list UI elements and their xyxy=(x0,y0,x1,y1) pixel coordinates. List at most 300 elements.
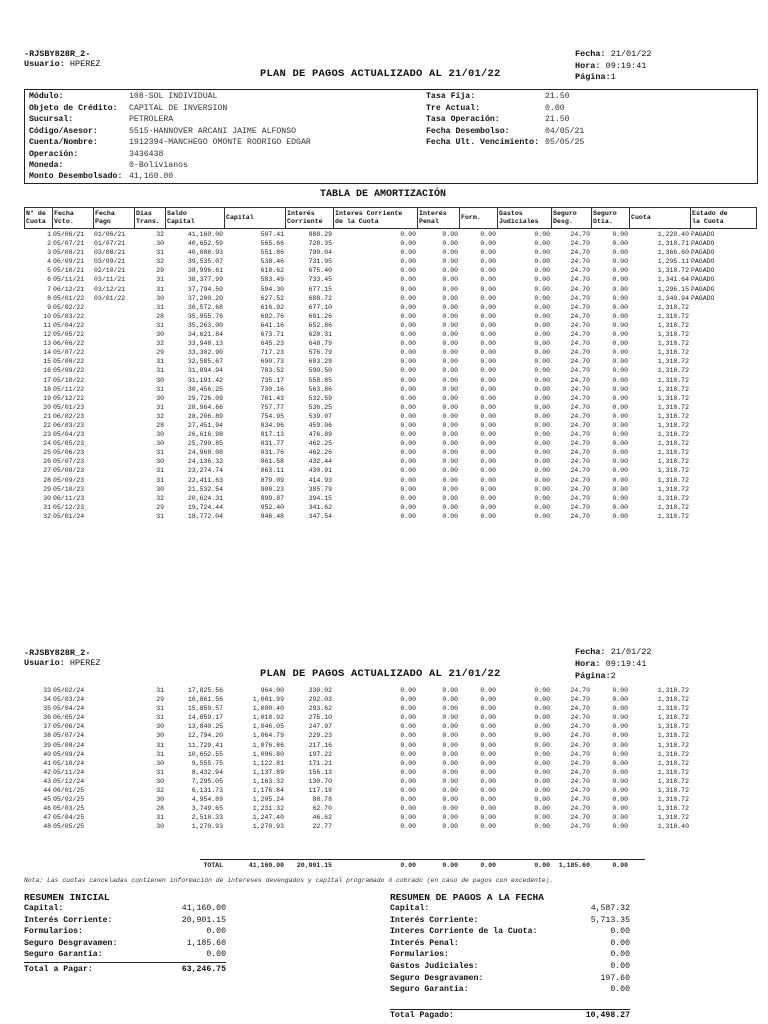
cell-saldo: 17,825.56 xyxy=(187,687,223,694)
cell-seguro-desg: 24.70 xyxy=(570,321,590,329)
cell-saldo: 40,086.93 xyxy=(187,249,223,257)
cell-interes: 731.95 xyxy=(308,258,332,266)
cell-seguro-desg: 24.70 xyxy=(570,394,590,402)
cell-estado xyxy=(690,686,756,695)
cell-saldo: 23,274.74 xyxy=(187,467,223,475)
cell-fecha-vcto: 06/09/21 xyxy=(53,258,85,266)
cell-cuota: 1,318.72 xyxy=(657,476,689,484)
cell-dias: 31 xyxy=(156,449,164,457)
cell-form: 0.00 xyxy=(480,449,496,457)
cell-form: 0.00 xyxy=(480,805,496,813)
col-estado-cuota: Estado de la Cuota xyxy=(691,208,757,229)
cell-fecha-pago xyxy=(93,713,134,722)
table-row xyxy=(24,230,756,239)
cell-estado xyxy=(690,457,756,466)
cell-form: 0.00 xyxy=(480,276,496,284)
cell-gastos: 0.00 xyxy=(534,750,550,758)
cell-dias: 30 xyxy=(156,240,164,248)
cell-num: 36 xyxy=(43,714,51,722)
cell-gastos: 0.00 xyxy=(534,714,550,722)
tre-value: 0.00 xyxy=(545,103,565,113)
cell-form: 0.00 xyxy=(480,494,496,502)
cell-seguro-desg: 24.70 xyxy=(570,750,590,758)
cell-fecha-pago: 01/07/21 xyxy=(94,240,126,248)
cell-interes-penal: 0.00 xyxy=(442,823,458,831)
cell-fecha-pago xyxy=(93,321,134,330)
cell-estado xyxy=(690,421,756,430)
cell-num: 28 xyxy=(43,476,51,484)
cell-seguro-gtia: 0.00 xyxy=(612,449,628,457)
cell-saldo: 28,206.89 xyxy=(187,412,223,420)
summary-label: Formularios: xyxy=(24,927,83,937)
resumen-pagos-divider xyxy=(390,1009,630,1010)
col-seguro-desg: Seguro Desg. xyxy=(552,208,592,229)
cell-interes: 247.97 xyxy=(308,723,332,731)
cell-num: 2 xyxy=(47,240,51,248)
cell-interes: 462.25 xyxy=(308,440,332,448)
table-row xyxy=(24,312,756,321)
cell-capital: 538.46 xyxy=(260,258,284,266)
table-row xyxy=(24,476,756,485)
cell-cuota: 1,318.72 xyxy=(657,458,689,466)
cell-interes: 341.62 xyxy=(308,503,332,511)
cell-dias: 31 xyxy=(156,249,164,257)
cell-seguro-desg: 24.70 xyxy=(570,240,590,248)
cell-estado: PAGADO xyxy=(691,285,715,293)
cell-fecha-pago xyxy=(93,312,134,321)
cell-fecha-pago: 03/12/21 xyxy=(94,285,126,293)
cell-interes-penal: 0.00 xyxy=(442,440,458,448)
cell-interes-penal: 0.00 xyxy=(442,231,458,238)
col-fecha-vcto: Fecha Vcto. xyxy=(53,208,94,229)
table-row xyxy=(24,713,756,722)
cell-interes-cuota: 0.00 xyxy=(400,258,416,266)
cell-interes-cuota: 0.00 xyxy=(400,385,416,393)
table-row xyxy=(24,503,756,512)
cell-gastos: 0.00 xyxy=(534,814,550,822)
cell-estado: PAGADO xyxy=(691,276,715,284)
cell-interes: 688.72 xyxy=(308,294,332,302)
cell-fecha-vcto: 05/01/22 xyxy=(53,294,85,302)
cell-seguro-desg: 24.70 xyxy=(570,467,590,475)
summary-label: Interés Penal: xyxy=(390,938,459,948)
cell-num: 1 xyxy=(47,231,51,238)
cell-capital: 507.41 xyxy=(260,231,284,238)
cell-estado xyxy=(690,376,756,385)
cell-cuota: 1,318.72 xyxy=(657,687,689,694)
cell-seguro-desg: 24.70 xyxy=(570,331,590,339)
user-label-page-2: Usuario: xyxy=(24,658,65,668)
cell-interes-penal: 0.00 xyxy=(442,705,458,713)
cell-num: 21 xyxy=(43,412,51,420)
cell-estado xyxy=(690,722,756,731)
cell-fecha-pago xyxy=(93,494,134,503)
cell-fecha-vcto: 05/09/24 xyxy=(53,750,85,758)
cell-form: 0.00 xyxy=(480,476,496,484)
cell-cuota: 1,318.72 xyxy=(657,349,689,357)
cell-cuota: 1,295.11 xyxy=(657,258,689,266)
cell-interes-penal: 0.00 xyxy=(442,358,458,366)
cell-saldo: 27,451.94 xyxy=(187,421,223,429)
table-row xyxy=(24,722,756,731)
cell-seguro-desg: 24.70 xyxy=(570,759,590,767)
col-interes-corriente-cuota: Interes Corriente de la Cuota xyxy=(334,208,418,229)
cell-seguro-desg: 24.70 xyxy=(570,494,590,502)
user-line xyxy=(24,59,101,69)
cell-interes: 414.93 xyxy=(308,476,332,484)
fecha-vencimiento-value: 05/05/25 xyxy=(545,138,585,147)
cell-capital: 761.43 xyxy=(260,394,284,402)
cell-fecha-pago xyxy=(93,339,134,348)
cell-interes: 229.23 xyxy=(308,732,332,740)
cell-saldo: 9,555.75 xyxy=(191,759,223,767)
cell-fecha-vcto: 05/04/24 xyxy=(53,705,85,713)
cell-num: 17 xyxy=(43,376,51,384)
cell-cuota: 1,318.72 xyxy=(657,741,689,749)
cell-interes-cuota: 0.00 xyxy=(400,249,416,257)
cell-interes-penal: 0.00 xyxy=(442,777,458,785)
date-value-page-2: 21/01/22 xyxy=(610,647,652,657)
page-label: Página: xyxy=(575,72,611,82)
cell-gastos: 0.00 xyxy=(534,331,550,339)
col-interes-corriente: Interés Corriente xyxy=(286,208,334,229)
cell-fecha-pago xyxy=(93,512,134,521)
total-a-pagar-value: 63,246.75 xyxy=(181,965,226,974)
summary-value: 0.00 xyxy=(610,962,630,971)
cell-form: 0.00 xyxy=(480,687,496,694)
cell-fecha-pago xyxy=(93,686,134,695)
summary-value: 0.00 xyxy=(610,985,630,995)
cell-cuota: 1,318.72 xyxy=(657,714,689,722)
cell-saldo: 10,652.55 xyxy=(187,750,223,758)
cell-gastos: 0.00 xyxy=(534,249,550,257)
cell-interes-cuota: 0.00 xyxy=(400,687,416,694)
table-row xyxy=(24,394,756,403)
cell-seguro-desg: 24.70 xyxy=(570,714,590,722)
cell-interes-penal: 0.00 xyxy=(442,276,458,284)
date-line-page-2 xyxy=(575,647,652,657)
cell-form: 0.00 xyxy=(480,349,496,357)
cell-form: 0.00 xyxy=(480,285,496,293)
cell-interes: 648.79 xyxy=(308,340,332,348)
cell-estado xyxy=(690,503,756,512)
cell-capital: 551.86 xyxy=(260,249,284,257)
cell-seguro-desg: 24.70 xyxy=(570,485,590,493)
cell-seguro-desg: 24.70 xyxy=(570,440,590,448)
cell-num: 16 xyxy=(43,367,51,375)
cell-interes-cuota: 0.00 xyxy=(400,768,416,776)
cell-num: 8 xyxy=(47,294,51,302)
cell-capital: 645.23 xyxy=(260,340,284,348)
cell-num: 42 xyxy=(43,768,51,776)
table-row xyxy=(24,257,756,266)
cell-interes: 601.26 xyxy=(308,312,332,320)
cell-capital: 899.87 xyxy=(260,494,284,502)
cell-saldo: 33,948.13 xyxy=(187,340,223,348)
cell-seguro-gtia: 0.00 xyxy=(612,249,628,257)
cell-fecha-pago xyxy=(93,768,134,777)
cell-fecha-pago xyxy=(93,376,134,385)
cell-seguro-gtia: 0.00 xyxy=(612,787,628,795)
cell-interes-cuota: 0.00 xyxy=(400,376,416,384)
cell-gastos: 0.00 xyxy=(534,723,550,731)
cell-dias: 30 xyxy=(156,458,164,466)
cell-interes: 330.02 xyxy=(308,687,332,694)
cell-interes-penal: 0.00 xyxy=(442,503,458,511)
cell-dias: 32 xyxy=(156,258,164,266)
cell-dias: 31 xyxy=(156,358,164,366)
total-a-pagar-label: Total a Pagar: xyxy=(24,965,93,974)
cell-fecha-vcto: 05/04/22 xyxy=(53,321,85,329)
cell-dias: 30 xyxy=(156,485,164,493)
cell-cuota: 1,220.40 xyxy=(657,231,689,238)
fecha-vencimiento-label: Fecha Ult. Vencimiento: xyxy=(426,138,540,147)
cell-saldo: 31,191.42 xyxy=(187,376,223,384)
cell-cuota: 1,318.72 xyxy=(657,787,689,795)
cell-estado xyxy=(690,439,756,448)
cell-gastos: 0.00 xyxy=(534,796,550,804)
cell-cuota: 1,318.72 xyxy=(657,503,689,511)
summary-label: Interes Corriente de la Cuota: xyxy=(390,927,538,937)
cell-fecha-pago xyxy=(93,412,134,421)
cell-fecha-vcto: 05/10/22 xyxy=(53,376,85,384)
cell-seguro-desg: 24.70 xyxy=(570,421,590,429)
cell-form: 0.00 xyxy=(480,787,496,795)
cell-estado: PAGADO xyxy=(691,231,715,238)
cell-interes-cuota: 0.00 xyxy=(400,403,416,411)
cell-num: 45 xyxy=(43,796,51,804)
cell-dias: 28 xyxy=(156,312,164,320)
cell-dias: 31 xyxy=(156,321,164,329)
cell-seguro-desg: 24.70 xyxy=(570,723,590,731)
cell-interes-cuota: 0.00 xyxy=(400,494,416,502)
cell-interes-cuota: 0.00 xyxy=(400,458,416,466)
cell-estado xyxy=(690,339,756,348)
cell-gastos: 0.00 xyxy=(534,741,550,749)
table-row xyxy=(24,412,756,421)
total-gastos: 0.00 xyxy=(534,862,550,869)
cell-estado xyxy=(690,813,756,822)
cell-fecha-vcto: 05/11/22 xyxy=(53,385,85,393)
cell-gastos: 0.00 xyxy=(534,494,550,502)
col-seguro-gtia: Seguro Gtía. xyxy=(592,208,630,229)
cell-cuota: 1,341.64 xyxy=(657,276,689,284)
cell-interes-penal: 0.00 xyxy=(442,294,458,302)
cell-form: 0.00 xyxy=(480,321,496,329)
cell-fecha-pago xyxy=(93,485,134,494)
cell-saldo: 15,859.57 xyxy=(187,705,223,713)
cell-interes-penal: 0.00 xyxy=(442,494,458,502)
cell-seguro-gtia: 0.00 xyxy=(612,687,628,694)
table-row xyxy=(24,357,756,366)
cell-dias: 31 xyxy=(156,741,164,749)
summary-label: Interés Corriente: xyxy=(390,915,479,925)
cell-interes: 217.16 xyxy=(308,741,332,749)
cell-capital: 616.92 xyxy=(260,303,284,311)
cell-interes: 733.45 xyxy=(308,276,332,284)
cell-saldo: 28,964.66 xyxy=(187,403,223,411)
totals-divider xyxy=(200,859,645,860)
cell-interes-cuota: 0.00 xyxy=(400,512,416,520)
resumen-inicial-title: RESUMEN INICIAL xyxy=(24,892,110,903)
cell-seguro-gtia: 0.00 xyxy=(612,394,628,402)
date-label-page-2: Fecha: xyxy=(575,647,606,657)
cell-cuota: 1,318.72 xyxy=(657,759,689,767)
table-row xyxy=(24,822,756,831)
cell-num: 20 xyxy=(43,403,51,411)
cell-form: 0.00 xyxy=(480,249,496,257)
cell-interes-cuota: 0.00 xyxy=(400,294,416,302)
cell-capital: 618.62 xyxy=(260,267,284,275)
cell-form: 0.00 xyxy=(480,714,496,722)
cell-capital: 863.11 xyxy=(260,467,284,475)
total-interes: 20,901.15 xyxy=(296,862,332,869)
cell-form: 0.00 xyxy=(480,750,496,758)
cell-cuota: 1,318.72 xyxy=(657,321,689,329)
cell-interes-cuota: 0.00 xyxy=(400,231,416,238)
cell-num: 7 xyxy=(47,285,51,293)
cell-estado xyxy=(690,403,756,412)
cell-form: 0.00 xyxy=(480,421,496,429)
cell-interes-penal: 0.00 xyxy=(442,512,458,520)
cell-cuota: 1,318.72 xyxy=(657,732,689,740)
cell-dias: 30 xyxy=(156,759,164,767)
cell-saldo: 16,861.56 xyxy=(187,696,223,704)
cell-estado xyxy=(690,822,756,831)
table-row xyxy=(24,494,756,503)
cell-interes-penal: 0.00 xyxy=(442,796,458,804)
table-row xyxy=(24,439,756,448)
cell-interes-cuota: 0.00 xyxy=(400,440,416,448)
cell-fecha-vcto: 05/03/25 xyxy=(53,805,85,813)
table-row xyxy=(24,804,756,813)
cell-interes: 432.44 xyxy=(308,458,332,466)
cell-interes: 675.40 xyxy=(308,267,332,275)
cell-interes-penal: 0.00 xyxy=(442,403,458,411)
moneda-label: Moneda: xyxy=(29,161,64,170)
cell-fecha-pago xyxy=(93,503,134,512)
cell-capital: 673.71 xyxy=(260,331,284,339)
cell-capital: 754.95 xyxy=(260,412,284,420)
cell-interes-cuota: 0.00 xyxy=(400,367,416,375)
cell-fecha-pago xyxy=(93,731,134,740)
cell-gastos: 0.00 xyxy=(534,458,550,466)
cell-capital: 641.16 xyxy=(260,321,284,329)
cell-capital: 1,064.79 xyxy=(252,732,284,740)
cell-seguro-gtia: 0.00 xyxy=(612,512,628,520)
table-row xyxy=(24,795,756,804)
cell-num: 25 xyxy=(43,449,51,457)
cell-interes-cuota: 0.00 xyxy=(400,503,416,511)
cell-interes-penal: 0.00 xyxy=(442,303,458,311)
cell-estado xyxy=(690,494,756,503)
cell-seguro-gtia: 0.00 xyxy=(612,267,628,275)
resumen-pagos-title: RESUMEN DE PAGOS A LA FECHA xyxy=(390,892,544,903)
summary-label: Seguro Garantía: xyxy=(390,985,469,995)
cell-form: 0.00 xyxy=(480,467,496,475)
table-row xyxy=(24,485,756,494)
tre-label: Tre Actual: xyxy=(426,103,481,113)
cell-interes-penal: 0.00 xyxy=(442,476,458,484)
table-row xyxy=(24,266,756,275)
cell-interes: 197.22 xyxy=(308,750,332,758)
cell-interes-penal: 0.00 xyxy=(442,431,458,439)
cell-estado xyxy=(690,394,756,403)
cell-capital: 831.77 xyxy=(260,440,284,448)
cell-seguro-gtia: 0.00 xyxy=(612,741,628,749)
cell-interes-penal: 0.00 xyxy=(442,376,458,384)
cell-seguro-gtia: 0.00 xyxy=(612,476,628,484)
cell-estado xyxy=(690,321,756,330)
table-row xyxy=(24,768,756,777)
cell-seguro-desg: 24.70 xyxy=(570,403,590,411)
cell-interes-penal: 0.00 xyxy=(442,285,458,293)
cell-estado xyxy=(690,466,756,475)
cell-dias: 31 xyxy=(156,285,164,293)
modulo-label: Módulo: xyxy=(29,92,64,101)
summary-label: Capital: xyxy=(24,904,64,913)
cell-capital: 692.76 xyxy=(260,312,284,320)
cell-seguro-gtia: 0.00 xyxy=(612,376,628,384)
cell-form: 0.00 xyxy=(480,294,496,302)
cell-dias: 31 xyxy=(156,467,164,475)
cell-form: 0.00 xyxy=(480,340,496,348)
cell-fecha-vcto: 06/06/22 xyxy=(53,340,85,348)
cell-form: 0.00 xyxy=(480,394,496,402)
cell-form: 0.00 xyxy=(480,403,496,411)
sucursal-label: Sucursal: xyxy=(29,115,74,124)
cell-cuota: 1,318.72 xyxy=(657,696,689,704)
cell-interes-penal: 0.00 xyxy=(442,467,458,475)
cell-capital: 946.48 xyxy=(260,512,284,520)
cell-cuota: 1,318.72 xyxy=(657,303,689,311)
cell-interes-penal: 0.00 xyxy=(442,714,458,722)
cell-seguro-gtia: 0.00 xyxy=(612,412,628,420)
cell-saldo: 35,263.00 xyxy=(187,321,223,329)
time-value: 09:19:41 xyxy=(605,61,647,71)
cell-num: 47 xyxy=(43,814,51,822)
cell-seguro-desg: 24.70 xyxy=(570,303,590,311)
cell-seguro-gtia: 0.00 xyxy=(612,421,628,429)
cell-interes-penal: 0.00 xyxy=(442,312,458,320)
cell-seguro-gtia: 0.00 xyxy=(612,705,628,713)
cell-seguro-desg: 24.70 xyxy=(570,276,590,284)
cell-form: 0.00 xyxy=(480,358,496,366)
cell-interes-cuota: 0.00 xyxy=(400,476,416,484)
total-label: TOTAL xyxy=(203,862,223,869)
cell-form: 0.00 xyxy=(480,385,496,393)
cell-interes: 292.03 xyxy=(308,696,332,704)
cell-saldo: 39,535.07 xyxy=(187,258,223,266)
cell-seguro-desg: 24.70 xyxy=(570,340,590,348)
user-value: HPEREZ xyxy=(69,59,101,69)
cell-form: 0.00 xyxy=(480,696,496,704)
date-line xyxy=(575,49,652,59)
cell-seguro-gtia: 0.00 xyxy=(612,467,628,475)
cell-cuota: 1,318.72 xyxy=(657,440,689,448)
cell-estado xyxy=(690,366,756,375)
cell-capital: 1,000.40 xyxy=(252,705,284,713)
summary-value: 197.60 xyxy=(600,973,630,983)
cell-interes: 385.79 xyxy=(308,485,332,493)
cell-cuota: 1,318.72 xyxy=(657,403,689,411)
cell-capital: 690.73 xyxy=(260,358,284,366)
cell-seguro-gtia: 0.00 xyxy=(612,696,628,704)
cell-saldo: 24,136.32 xyxy=(187,458,223,466)
cell-cuota: 1,318.72 xyxy=(657,385,689,393)
cell-saldo: 33,302.90 xyxy=(187,349,223,357)
cell-num: 10 xyxy=(43,312,51,320)
